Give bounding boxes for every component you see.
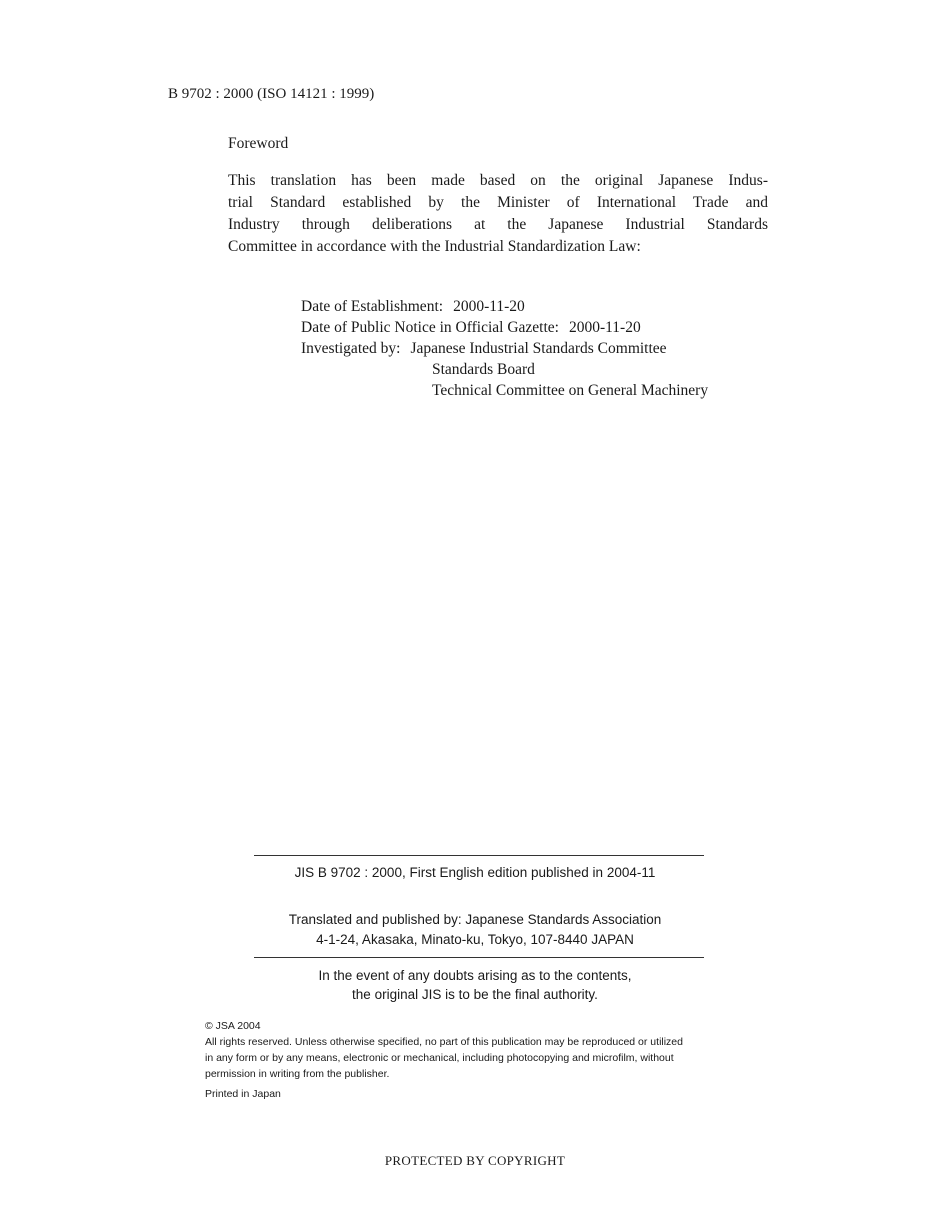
foreword-line: Industry through deliberations at the Japanese Industrial Standards	[228, 216, 768, 233]
foreword-line: Committee in accordance with the Industrial Standardization Law:	[228, 238, 641, 255]
document-code: B 9702 : 2000 (ISO 14121 : 1999)	[168, 86, 375, 102]
printed-in: Printed in Japan	[205, 1088, 281, 1100]
protected-by-copyright: PROTECTED BY COPYRIGHT	[384, 1153, 566, 1168]
rights-line: All rights reserved. Unless otherwise specified, no part of this publication may be reproduced or utilized	[205, 1036, 683, 1048]
establishment-details	[301, 296, 708, 401]
public-notice-date: 2000-11-20	[568, 319, 641, 336]
establishment-label: Date of Establishment:	[301, 298, 444, 315]
translated-by: Translated and published by: Japanese Standards Association	[288, 912, 662, 927]
establishment-date: 2000-11-20	[453, 298, 525, 315]
rights-line: in any form or by any means, electronic or mechanical, including photocopying and microfilm, without	[205, 1052, 674, 1064]
foreword-heading: Foreword	[228, 135, 289, 152]
public-notice-row	[301, 317, 708, 338]
publisher-block	[0, 910, 950, 950]
copyright-holder: © JSA 2004	[205, 1020, 261, 1032]
divider-bottom	[254, 957, 704, 958]
investigated-label: Investigated by:	[301, 340, 401, 357]
foreword-line: This translation has been made based on the original Japanese Indus-	[228, 172, 768, 189]
investigated-row	[301, 338, 708, 359]
authority-notice-line: In the event of any doubts arising as to the contents,	[318, 968, 632, 983]
foreword-line: trial Standard established by the Minister of International Trade and	[228, 194, 768, 211]
establishment-row	[301, 296, 708, 317]
authority-notice-line: the original JIS is to be the final authority.	[352, 987, 598, 1002]
copyright-block	[205, 1018, 683, 1082]
public-notice-label: Date of Public Notice in Official Gazette:	[301, 319, 559, 336]
investigated-board: Standards Board	[432, 361, 535, 378]
foreword-paragraph	[228, 170, 768, 258]
divider-top	[254, 855, 704, 856]
investigated-committee: Japanese Industrial Standards Committee	[410, 340, 667, 357]
authority-notice	[0, 966, 950, 1004]
rights-line: permission in writing from the publisher.	[205, 1068, 390, 1080]
publisher-address: 4-1-24, Akasaka, Minato-ku, Tokyo, 107-8440 JAPAN	[316, 932, 634, 947]
edition-line: JIS B 9702 : 2000, First English edition published in 2004-11	[294, 865, 656, 880]
investigated-technical-committee: Technical Committee on General Machinery	[432, 382, 709, 399]
